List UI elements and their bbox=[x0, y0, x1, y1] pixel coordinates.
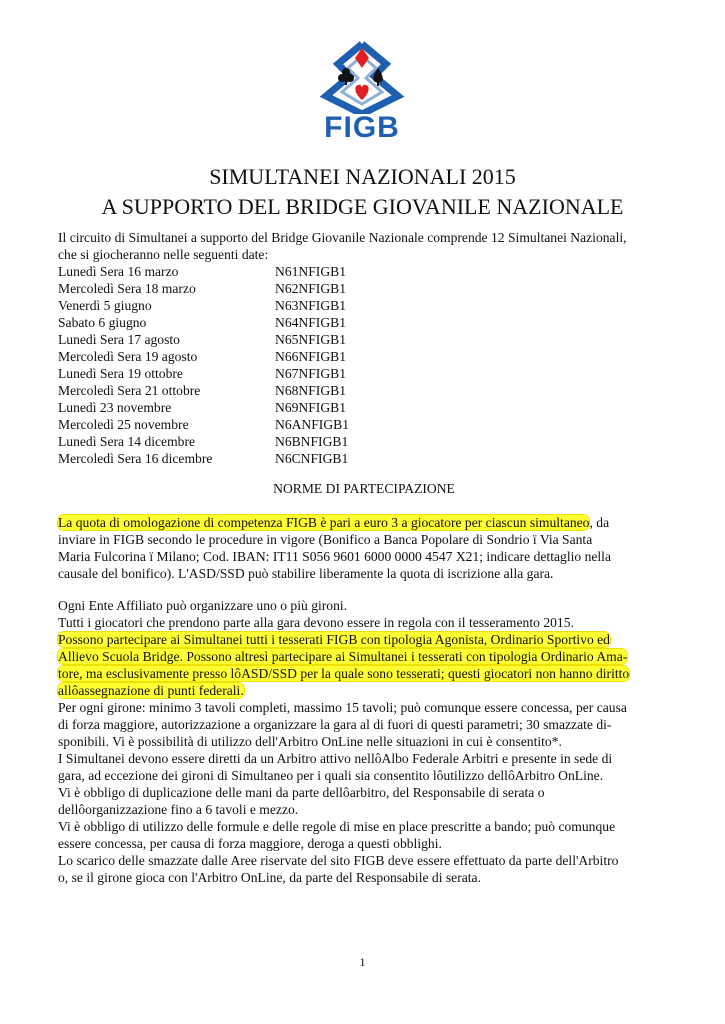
schedule-code: N6BNFIGB1 bbox=[275, 434, 349, 449]
fee-line-3: Maria Fulcorina ï Milano; Cod. IBAN: IT11 S056 9601 6000 0000 4547 X21; indicare dettaglio nella bbox=[58, 549, 611, 564]
card-suits-icon bbox=[302, 38, 422, 114]
rules-p1-line-1: Per ogni girone: minimo 3 tavoli completi, massimo 15 tavoli; può comunque essere concessa, per causa bbox=[58, 700, 627, 715]
fee-line-1 bbox=[58, 515, 670, 532]
rules-p4-line-2: essere concessa, per causa di forza maggiore, deroga a questi obblighi. bbox=[58, 836, 442, 851]
intro-line-2: che si giocheranno nelle seguenti date: bbox=[58, 247, 269, 262]
schedule-day: Mercoledì Sera 16 dicembre bbox=[58, 451, 213, 466]
schedule-code: N62NFIGB1 bbox=[275, 281, 346, 296]
fee-line-2: inviare in FIGB secondo le procedure in vigore (Bonifico a Banca Popolare di Sondrio ï Via Santa bbox=[58, 532, 593, 547]
schedule-day: Lunedì 23 novembre bbox=[58, 400, 172, 415]
rules-p5-line-2: o, se il girone gioca con l'Arbitro OnLine, da parte del Responsabile di serata. bbox=[58, 870, 481, 885]
eligibility-line-3 bbox=[58, 666, 670, 683]
eligibility-highlight-4: allôassegnazione di punti federali. bbox=[58, 683, 244, 698]
schedule-code: N63NFIGB1 bbox=[275, 298, 346, 313]
fee-line-1-rest: , da bbox=[589, 515, 610, 530]
schedule-day: Lunedì Sera 17 agosto bbox=[58, 332, 180, 347]
schedule-day: Sabato 6 giugno bbox=[58, 315, 147, 330]
gironi-text: Ogni Ente Affiliato può organizzare uno o più gironi. bbox=[58, 598, 348, 613]
schedule-code: N61NFIGB1 bbox=[275, 264, 346, 279]
schedule-code: N68NFIGB1 bbox=[275, 383, 346, 398]
schedule-day: Mercoledì Sera 18 marzo bbox=[58, 281, 196, 296]
schedule-code: N67NFIGB1 bbox=[275, 366, 346, 381]
schedule-code: N69NFIGB1 bbox=[275, 400, 346, 415]
schedule-code: N6CNFIGB1 bbox=[275, 451, 349, 466]
title-line-2: A SUPPORTO DEL BRIDGE GIOVANILE NAZIONALE bbox=[101, 194, 624, 219]
fee-line-4: causale del bonifico). L'ASD/SSD può stabilire liberamente la quota di iscrizione alla gara. bbox=[58, 566, 554, 581]
schedule-day: Mercoledì Sera 19 agosto bbox=[58, 349, 198, 364]
figb-logo-text: FIGB bbox=[324, 111, 400, 144]
tesseramento-text: Tutti i giocatori che prendono parte alla gara devono essere in regola con il tesseramento 2015. bbox=[58, 615, 574, 630]
schedule-day: Mercoledì Sera 21 ottobre bbox=[58, 383, 201, 398]
schedule-day: Mercoledì 25 novembre bbox=[58, 417, 189, 432]
schedule-code: N64NFIGB1 bbox=[275, 315, 346, 330]
title-line-1: SIMULTANEI NAZIONALI 2015 bbox=[209, 164, 516, 189]
schedule-day: Lunedì Sera 14 dicembre bbox=[58, 434, 196, 449]
rules-p3-line-2: dellôorganizzazione fino a 6 tavoli e mezzo. bbox=[58, 802, 299, 817]
norms-heading: NORME DI PARTECIPAZIONE bbox=[273, 481, 455, 496]
schedule-day: Venerdì 5 giugno bbox=[58, 298, 152, 313]
eligibility-highlight-1: Possono partecipare ai Simultanei tutti i tesserati FIGB con tipologia Agonista, Ordinario Sportivo ed bbox=[58, 632, 610, 647]
schedule-code: N66NFIGB1 bbox=[275, 349, 346, 364]
eligibility-highlight-2: Allievo Scuola Bridge. Possono altresì partecipare ai Simultanei i tesserati con tipologia Ordinario Ama- bbox=[58, 649, 628, 664]
schedule-code: N65NFIGB1 bbox=[275, 332, 346, 347]
figb-logo bbox=[302, 38, 422, 146]
rules-p5-line-1: Lo scarico delle smazzate dalle Aree riservate del sito FIGB deve essere effettuato da parte dell'Arbitro bbox=[58, 853, 619, 868]
rules-p1-line-3: sponibili. Vi è possibilità di utilizzo dell'Arbitro OnLine nelle situazioni in cui è consentito*. bbox=[58, 734, 562, 749]
schedule-code: N6ANFIGB1 bbox=[275, 417, 350, 432]
rules-p2-line-1: I Simultanei devono essere diretti da un Arbitro attivo nellôAlbo Federale Arbitri e presente in sede di bbox=[58, 751, 613, 766]
schedule-day: Lunedì Sera 19 ottobre bbox=[58, 366, 183, 381]
eligibility-line-4 bbox=[58, 683, 670, 700]
intro-line-1: Il circuito di Simultanei a supporto del Bridge Giovanile Nazionale comprende 12 Simultanei Nazionali, bbox=[58, 230, 627, 245]
fee-highlight: La quota di omologazione di competenza FIGB è pari a euro 3 a giocatore per ciascun simultaneo bbox=[58, 515, 590, 530]
rules-p4-line-1: Vi è obbligo di utilizzo delle formule e delle regole di mise en place prescritte a bando; può comunque bbox=[58, 819, 616, 834]
rules-p1-line-2: di forza maggiore, autorizzazione a organizzare la gara al di fuori di questi parametri; 30 smazzate di- bbox=[58, 717, 612, 732]
rules-p3-line-1: Vi è obbligo di duplicazione delle mani da parte dellôarbitro, del Responsabile di serata o bbox=[58, 785, 545, 800]
eligibility-highlight-3: tore, ma esclusivamente presso lôASD/SSD per la quale sono tesserati; questi giocatori non hanno diritto bbox=[58, 666, 630, 681]
page-number: 1 bbox=[359, 955, 366, 969]
eligibility-line-1 bbox=[58, 632, 670, 649]
schedule-day: Lunedì Sera 16 marzo bbox=[58, 264, 179, 279]
eligibility-line-2 bbox=[58, 649, 670, 666]
rules-p2-line-2: gara, ad eccezione dei gironi di Simultaneo per i quali sia consentito lôutilizzo dellôArbitro OnLine. bbox=[58, 768, 604, 783]
